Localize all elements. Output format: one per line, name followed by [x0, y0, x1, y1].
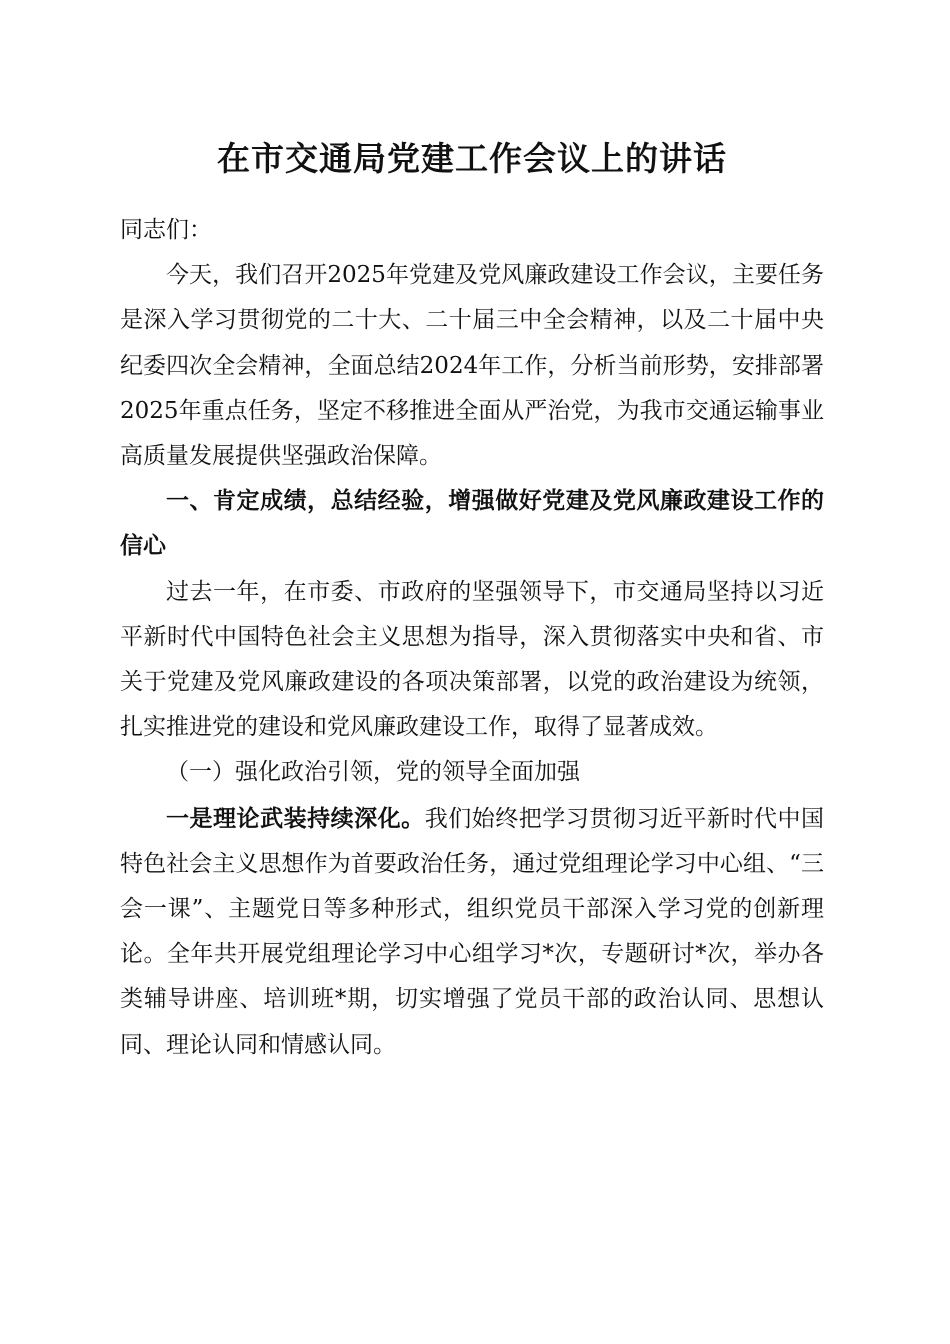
document-body — [120, 208, 824, 1068]
salutation: 同志们： — [120, 217, 212, 243]
subsection-heading-1: （一）强化政治引领，党的领导全面加强 — [166, 759, 580, 786]
page-title: 在市交通局党建工作会议上的讲话 — [217, 139, 727, 178]
point-1-lead: 一是理论武装持续深化。 — [166, 804, 425, 832]
point-1-text: 我们始终把学习贯彻习近平新时代中国特色社会主义思想作为首要政治任务，通过党组理论学习中心组、“三会一课”、主题党日等多种形式，组织党员干部深入学习党的创新理论。全年共开展党组理论学习中心组学习*次，专题研讨*次，举办各类辅导讲座、培训班*期，切实增强了党员干部的政治认同、思想认同、理论认同和情感认同。 — [120, 805, 825, 1058]
point-1-paragraph — [120, 796, 824, 1068]
section-1-paragraph: 过去一年，在市委、市政府的坚强领导下，市交通局坚持以习近平新时代中国特色社会主义思想为指导，深入贯彻落实中央和省、市关于党建及党风廉政建设的各项决策部署，以党的政治建设为统领，扎实推进党的建设和党风廉政建设工作，取得了显著成效。 — [120, 578, 824, 741]
intro-paragraph: 今天，我们召开2025年党建及党风廉政建设工作会议，主要任务是深入学习贯彻党的二十大、二十届三中全会精神，以及二十届中央纪委四次全会精神，全面总结2024年工作，分析当前形势，安排部署2025年重点任务，坚定不移推进全面从严治党，为我市交通运输事业高质量发展提供坚强政治保障。 — [120, 262, 824, 470]
section-heading-1: 一、肯定成绩，总结经验，增强做好党建及党风廉政建设工作的信心 — [120, 488, 824, 560]
